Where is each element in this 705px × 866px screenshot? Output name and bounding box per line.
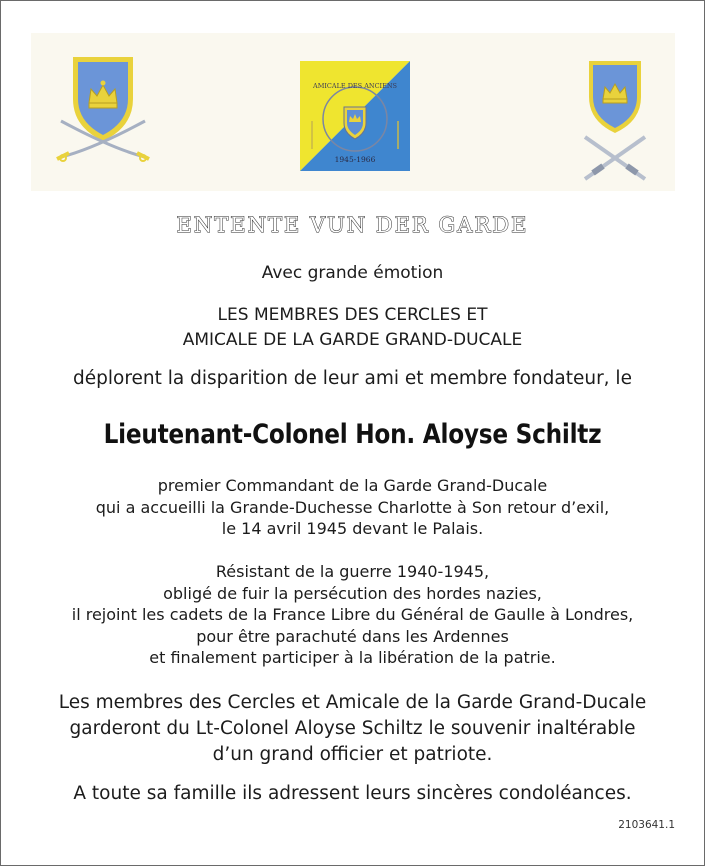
closing-line: garderont du Lt-Colonel Aloyse Schiltz le souvenir inaltérable [69,718,636,739]
intro-line: Avec grande émotion [261,263,444,283]
flag-top-text: AMICALE DES ANCIENS [313,82,397,90]
closing-line: d’un grand officier et patriote. [212,744,493,765]
paragraph-line: et finalement participer à la libération de la patrie. [149,648,556,667]
closing-line: Les membres des Cercles et Amicale de la Garde Grand-Ducale [58,692,647,713]
paragraph-line: il rejoint les cadets de la France Libre du Général de Gaulle à Londres, [71,605,634,624]
emblem-banner [31,33,675,191]
paragraph-line: obligé de fuir la persécution des hordes nazies, [163,583,542,603]
paragraph-line: pour être parachuté dans les Ardennes [196,626,509,646]
association-title: ENTENTE VUN DER GARDE [176,213,529,237]
paragraph-line: qui a accueilli la Grande-Duchesse Charlotte à Son retour d’exil, [95,497,610,517]
deceased-name: Lieutenant-Colonel Hon. Aloyse Schiltz [103,419,602,450]
members-line: LES MEMBRES DES CERCLES ET [217,305,488,325]
crest-crossed-sabres-icon [53,49,153,179]
paragraph-line: Résistant de la guerre 1940-1945, [215,562,490,581]
biography-paragraph-2 [1,561,704,669]
amicale-flag-icon [300,61,410,171]
closing-paragraph [1,690,704,768]
paragraph-line: premier Commandant de la Garde Grand-Ducale [157,476,548,495]
members-heading [1,303,704,353]
members-line: AMICALE DE LA GARDE GRAND-DUCALE [182,330,523,350]
crest-crossed-rifles-icon [579,55,651,185]
condolences-line: A toute sa famille ils adressent leurs sincères condoléances. [73,783,632,804]
deplore-line: déplorent la disparition de leur ami et membre fondateur, le [73,368,632,389]
biography-paragraph-1 [1,475,704,540]
reference-number: 2103641.1 [618,819,675,831]
flag-years: 1945-1966 [334,155,376,164]
paragraph-line: le 14 avril 1945 devant le Palais. [221,519,484,538]
